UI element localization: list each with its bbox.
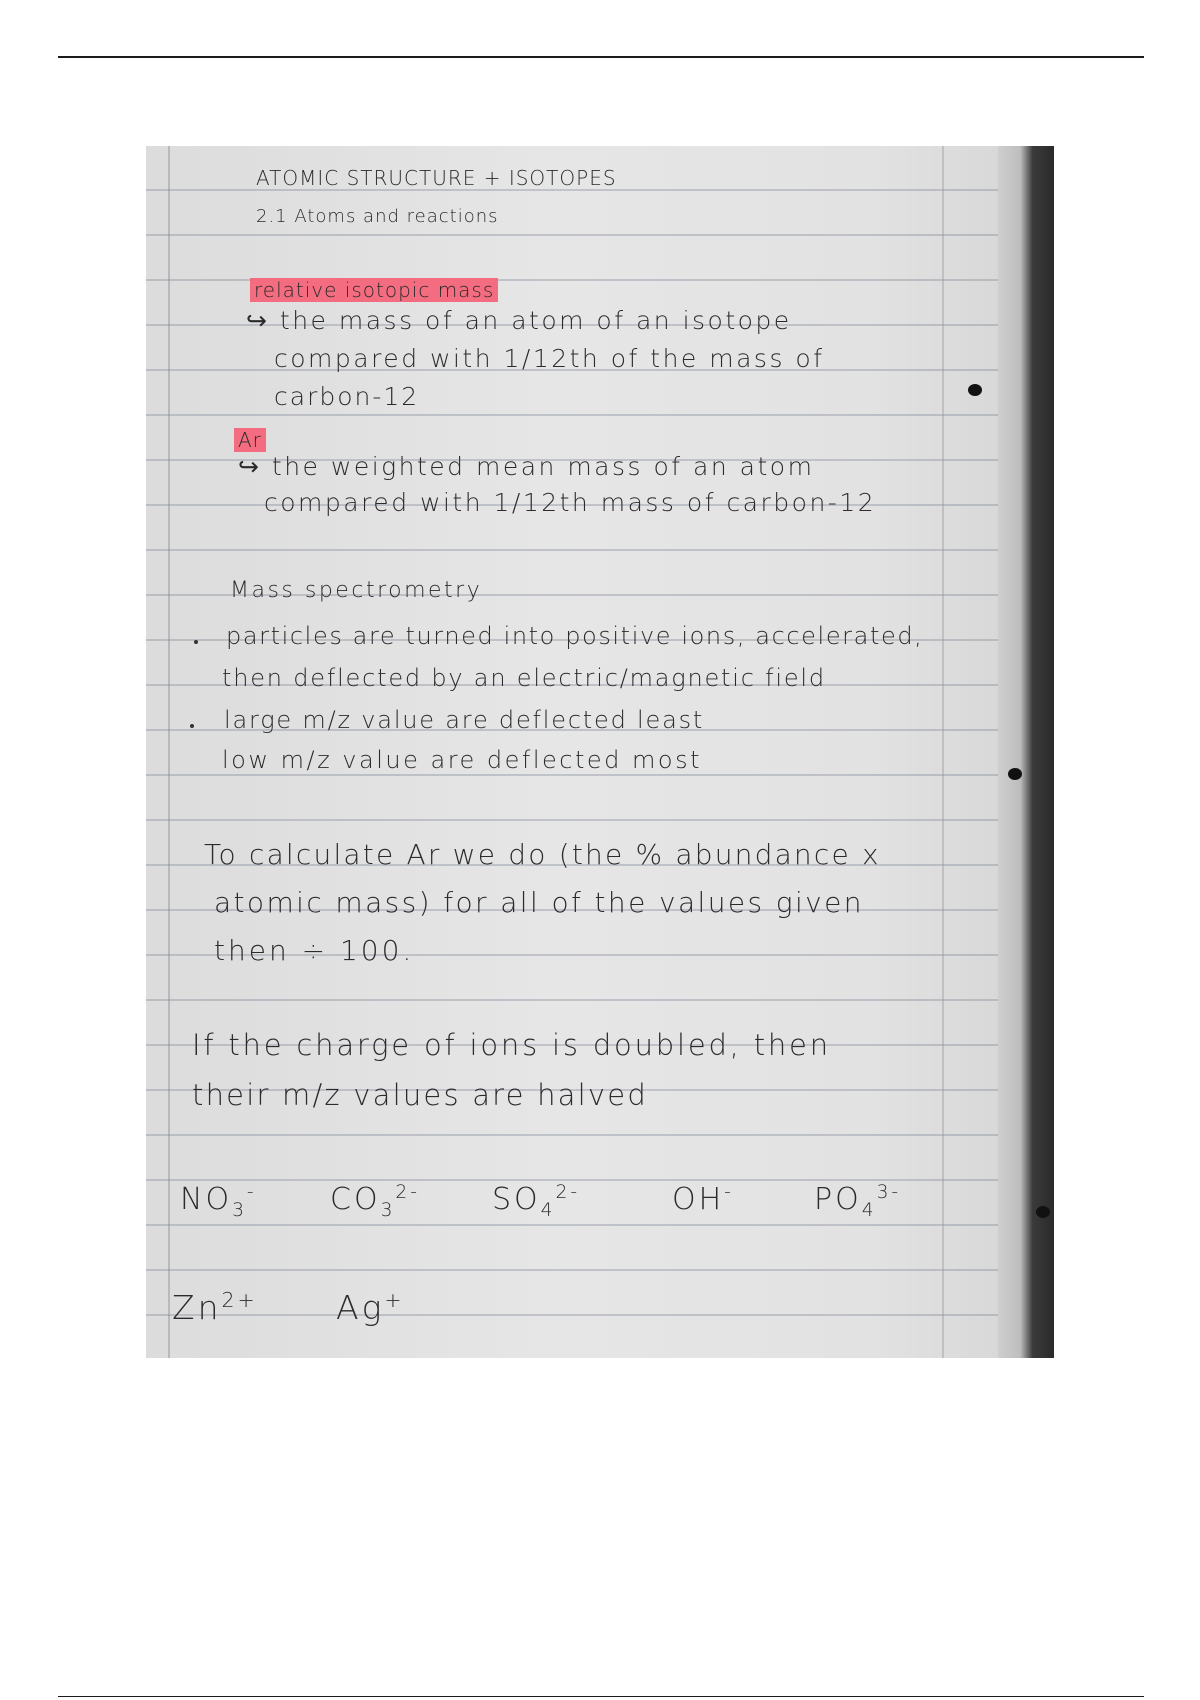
ion-po4: $PO_4^{3-}$ bbox=[814, 1182, 902, 1221]
margin-line bbox=[168, 146, 170, 1358]
notebook-edge bbox=[998, 146, 1054, 1358]
calc-line-3: then ÷ 100. bbox=[214, 934, 415, 967]
binder-hole bbox=[1008, 768, 1022, 780]
ion-so4: $SO_4^{2-}$ bbox=[492, 1182, 581, 1221]
ar-line-1: ↪ the weighted mean mass of an atom bbox=[238, 452, 815, 481]
ms-line-1: particles are turned into positive ions, accelerated, bbox=[226, 622, 924, 650]
binder-hole bbox=[968, 384, 982, 396]
ion-co3: $CO_3^{2-}$ bbox=[330, 1182, 420, 1221]
calc-line-1: To calculate Ar we do (the % abundance x bbox=[204, 838, 881, 871]
ris-line-3: carbon-12 bbox=[274, 382, 420, 411]
ris-heading: relative isotopic mass bbox=[250, 278, 498, 302]
ion-ag: Ag+ bbox=[336, 1288, 405, 1327]
ion-oh: OH- bbox=[672, 1182, 734, 1217]
bullet bbox=[190, 724, 194, 728]
header-rule bbox=[58, 56, 1144, 58]
ris-line-1: ↪ the mass of an atom of an isotope bbox=[246, 306, 792, 335]
footer-rule bbox=[58, 1696, 1144, 1697]
ar-line-2: compared with 1/12th mass of carbon-12 bbox=[264, 488, 877, 517]
charge-line-2: their m/z values are halved bbox=[192, 1078, 648, 1112]
note-title: ATOMIC STRUCTURE + ISOTOPES bbox=[256, 166, 617, 190]
note-subtitle: 2.1 Atoms and reactions bbox=[256, 206, 499, 227]
ar-heading: Ar bbox=[234, 428, 266, 452]
ion-zn: $Zn^{2+}$ bbox=[172, 1288, 258, 1327]
binder-hole bbox=[1036, 1206, 1050, 1218]
ms-line-2: then deflected by an electric/magnetic field bbox=[222, 664, 826, 692]
ms-line-4: low m/z value are deflected most bbox=[222, 746, 703, 774]
bullet bbox=[194, 640, 198, 644]
right-margin-line bbox=[942, 146, 944, 1358]
ion-no3: $NO_3^-$ bbox=[180, 1182, 257, 1221]
ms-line-3: large m/z value are deflected least bbox=[224, 706, 705, 734]
ms-heading: Mass spectrometry bbox=[230, 578, 483, 603]
charge-line-1: If the charge of ions is doubled, then bbox=[192, 1028, 831, 1062]
notebook-photo bbox=[146, 146, 1054, 1358]
ris-line-2: compared with 1/12th of the mass of bbox=[274, 344, 825, 373]
calc-line-2: atomic mass) for all of the values given bbox=[214, 886, 864, 919]
